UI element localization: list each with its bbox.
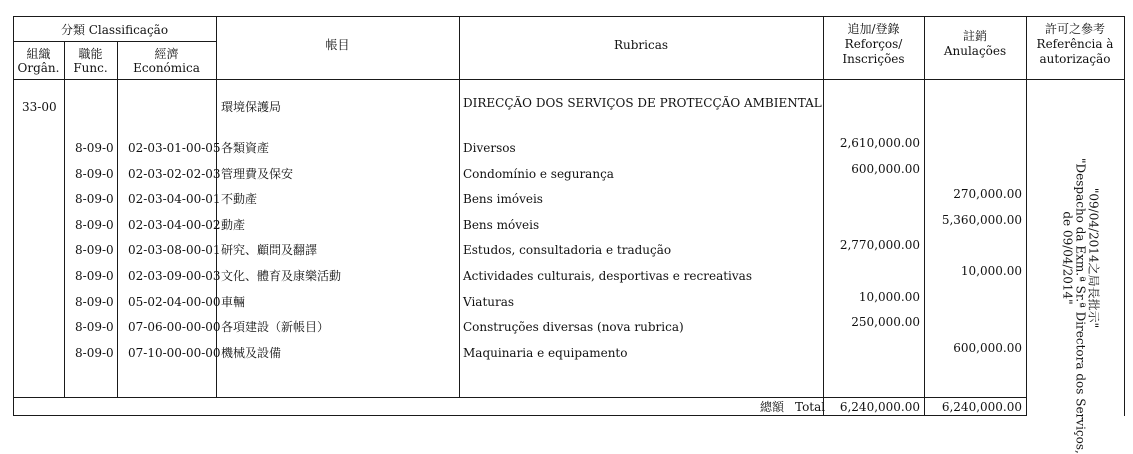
row-account-name: 動產 — [221, 218, 246, 232]
col-sep-account — [459, 16, 460, 398]
authorization-line-3: de 09/04/2014" — [1060, 211, 1075, 305]
org-header-zh: 組織 — [26, 47, 51, 61]
total-reinforce: 6,240,000.00 — [839, 400, 920, 414]
account-header: 帳目 — [325, 38, 350, 52]
reinforce-header-pt2: Inscrições — [842, 52, 905, 66]
reference-header-pt1: Referência à — [1036, 37, 1114, 51]
row-rubrica-name: Bens imóveis — [463, 192, 543, 206]
row-econ-code: 07-06-00-00-00 — [128, 320, 221, 334]
total-annul: 6,240,000.00 — [941, 400, 1022, 414]
row-econ-code: 02-03-04-00-01 — [128, 192, 221, 206]
bottom-border — [13, 415, 1027, 416]
row-rubrica-name: Condomínio e segurança — [463, 167, 614, 181]
col-sep-rubricas — [823, 16, 824, 416]
row-func-code: 8-09-0 — [75, 192, 114, 206]
row-func-code: 8-09-0 — [75, 320, 114, 334]
annul-header-pt: Anulações — [943, 44, 1007, 58]
row-account-name: 文化、體育及康樂活動 — [221, 269, 342, 283]
econ-header-zh: 經濟 — [154, 47, 179, 61]
total-label-pt: Total — [795, 400, 826, 414]
row-econ-code: 02-03-02-02-03 — [128, 167, 221, 181]
left-border — [13, 16, 14, 416]
row-rubrica-name: Maquinaria e equipamento — [463, 346, 628, 360]
row-reinforce-amount: 250,000.00 — [851, 315, 920, 329]
row-reinforce-amount: 2,770,000.00 — [839, 238, 920, 252]
authorization-line-1: "09/04/2014之局長批示" — [1086, 187, 1101, 329]
classification-header: 分類 Classificação — [60, 23, 169, 37]
col-sep-reinforce — [924, 16, 925, 416]
row-account-name: 不動產 — [221, 192, 258, 206]
reference-header-pt2: autorização — [1039, 52, 1111, 66]
row-rubrica-name: Diversos — [463, 141, 516, 155]
right-border — [1124, 16, 1125, 416]
row-annul-amount: 5,360,000.00 — [941, 213, 1022, 227]
org-header-pt: Orgân. — [17, 61, 60, 75]
total-top-border — [13, 397, 1027, 398]
row-reinforce-amount: 2,610,000.00 — [839, 136, 920, 150]
econ-header-pt: Económica — [133, 61, 200, 75]
reinforce-header-pt1: Reforços/ — [844, 37, 903, 51]
row-func-code: 8-09-0 — [75, 243, 114, 257]
col-sep-econ — [216, 16, 217, 398]
row-account-name: 管理費及保安 — [221, 167, 294, 181]
row-rubrica-name: Actividades culturais, desportivas e recreativas — [463, 269, 752, 283]
row-account-name: 各項建設（新帳目） — [221, 320, 330, 334]
top-border — [13, 16, 1125, 17]
func-header-zh: 職能 — [78, 47, 103, 61]
row-func-code: 8-09-0 — [75, 141, 114, 155]
col-sep-annul — [1026, 16, 1027, 416]
authorization-reference — [1060, 158, 1101, 454]
col-sep-org — [64, 41, 65, 398]
row-annul-amount: 10,000.00 — [960, 264, 1022, 278]
classification-divider — [13, 41, 216, 42]
total-label-zh: 總額 — [760, 400, 785, 414]
row-reinforce-amount: 10,000.00 — [858, 290, 920, 304]
row-annul-amount: 600,000.00 — [953, 341, 1022, 355]
reinforce-header-zh: 追加/登錄 — [847, 22, 900, 36]
func-header-pt: Func. — [73, 61, 108, 75]
row-rubrica-name: Viaturas — [463, 295, 515, 309]
org-rubrica-name: DIRECÇÃO DOS SERVIÇOS DE PROTECÇÃO AMBIENTAL — [463, 96, 822, 110]
row-econ-code: 02-03-08-00-01 — [128, 243, 221, 257]
authorization-line-2: "Despacho da Exm.ª Sr.ª Directora dos Serviços, — [1073, 158, 1088, 454]
header-bottom-border — [13, 79, 1125, 80]
row-econ-code: 02-03-04-00-02 — [128, 218, 221, 232]
row-reinforce-amount: 600,000.00 — [851, 162, 920, 176]
row-func-code: 8-09-0 — [75, 269, 114, 283]
row-econ-code: 05-02-04-00-00 — [128, 295, 221, 309]
org-code: 33-00 — [22, 100, 57, 114]
row-func-code: 8-09-0 — [75, 167, 114, 181]
row-econ-code: 02-03-09-00-03 — [128, 269, 221, 283]
row-econ-code: 02-03-01-00-05 — [128, 141, 221, 155]
row-account-name: 機械及設備 — [221, 346, 282, 360]
row-econ-code: 07-10-00-00-00 — [128, 346, 221, 360]
row-func-code: 8-09-0 — [75, 218, 114, 232]
rubricas-header: Rubricas — [613, 38, 669, 52]
row-func-code: 8-09-0 — [75, 295, 114, 309]
row-account-name: 研究、顧問及翻譯 — [221, 243, 318, 257]
org-account-name: 環境保護局 — [221, 100, 282, 114]
row-rubrica-name: Estudos, consultadoria e tradução — [463, 243, 672, 257]
row-rubrica-name: Bens móveis — [463, 218, 540, 232]
reference-header-zh: 許可之參考 — [1044, 22, 1105, 36]
row-func-code: 8-09-0 — [75, 346, 114, 360]
row-account-name: 各類資產 — [221, 141, 270, 155]
row-account-name: 車輛 — [221, 295, 246, 309]
row-rubrica-name: Construções diversas (nova rubrica) — [463, 320, 684, 334]
annul-header-zh: 註銷 — [962, 29, 987, 43]
row-annul-amount: 270,000.00 — [953, 187, 1022, 201]
col-sep-func — [117, 41, 118, 398]
